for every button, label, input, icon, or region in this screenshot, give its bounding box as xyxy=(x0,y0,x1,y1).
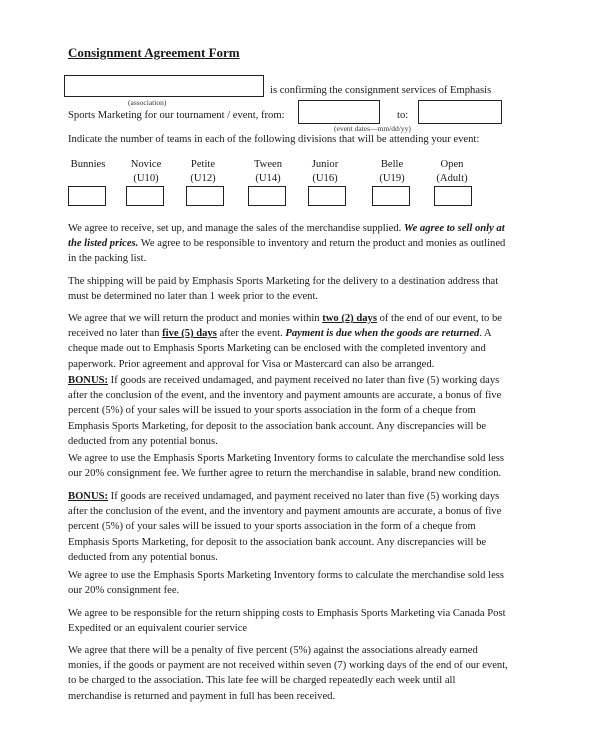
belle-count-field[interactable] xyxy=(372,186,410,206)
text-run: after the event. xyxy=(216,328,286,340)
text-run: If goods are received undamaged, and payment received no later than five (5) working days xyxy=(108,375,500,386)
emphasis-text: We agree to sell only at xyxy=(403,223,505,234)
division-name: Tween xyxy=(253,159,283,170)
emphasis-text: the listed prices. xyxy=(68,238,139,250)
penalty-paragraph xyxy=(68,643,538,704)
text-line: We agree that there will be a penalty of five percent (5%) against the associations already earned xyxy=(68,645,478,656)
text-run: . A xyxy=(479,328,492,340)
junior-count-field[interactable] xyxy=(308,186,346,206)
bonus-paragraph xyxy=(68,373,538,449)
division-label xyxy=(120,158,172,186)
text-line: after the conclusion of the event, and the inventory and payment amounts are accurate, a bonus of five xyxy=(68,506,502,518)
divisions-instruction: Indicate the number of teams in each of the following divisions that will be attending your event: xyxy=(68,134,480,145)
text-line: percent (5%) of your sales will be issued to your sports association in the form of a cheque from xyxy=(68,521,476,533)
division-name: Petite xyxy=(190,159,216,170)
underlined-text: five (5) days xyxy=(162,328,217,340)
bunnies-count-field[interactable] xyxy=(68,186,106,206)
text-line: our 20% consignment fee. xyxy=(68,585,180,597)
division-label xyxy=(242,158,294,186)
text-run: We agree to be responsible to inventory and return the product and monies as outlined xyxy=(138,238,506,250)
bonus-label: BONUS: xyxy=(68,375,109,386)
division-name: Novice xyxy=(130,159,162,170)
text-line: We agree to be responsible for the return shipping costs to Emphasis Sports Marketing via Canada Post xyxy=(68,608,506,619)
tween-count-field[interactable] xyxy=(248,186,286,206)
text-line: to be charged to the association. This late fee will be charged repeatedly each week until all xyxy=(68,675,456,687)
text-line: monies, if the goods or payment are not received within seven (7) working days of the end of our event, xyxy=(68,660,508,672)
division-name: Junior xyxy=(311,159,339,170)
text-line: our 20% consignment fee. We further agree to return the merchandise in salable, brand new condition. xyxy=(68,468,502,480)
text-line: The shipping will be paid by Emphasis Sports Marketing for the delivery to a destination address that xyxy=(68,276,499,287)
form-title: Consignment Agreement Form xyxy=(68,45,240,60)
inventory-paragraph xyxy=(68,451,538,481)
text-line: deducted from any potential bonus. xyxy=(68,551,218,563)
bonus-paragraph-repeat xyxy=(68,489,538,565)
sales-agreement-paragraph xyxy=(68,221,538,267)
division-code: (U16) xyxy=(312,173,338,184)
event-start-date-field[interactable] xyxy=(298,100,380,124)
shipping-paragraph xyxy=(68,274,538,304)
dates-caption: (event dates—mm/dd/yy) xyxy=(334,124,411,133)
text-run: received no later than xyxy=(68,328,163,340)
division-code: (U19) xyxy=(379,173,405,184)
division-name: Open xyxy=(440,159,464,170)
division-code: (U10) xyxy=(133,173,159,184)
division-name: Bunnies xyxy=(70,159,106,170)
novice-count-field[interactable] xyxy=(126,186,164,206)
return-paragraph xyxy=(68,311,538,372)
open-count-field[interactable] xyxy=(434,186,472,206)
return-shipping-paragraph xyxy=(68,606,538,636)
underlined-text: two (2) days xyxy=(322,313,377,324)
text-line: merchandise is returned and payment in full has been received. xyxy=(68,690,336,702)
text-line: paperwork. Prior agreement and approval for Visa or Mastercard can also be arranged. xyxy=(68,358,435,370)
text-run: We agree to receive, set up, and manage the sales of the merchandise supplied. xyxy=(68,223,404,234)
text-line: Emphasis Sports Marketing, for deposit to the association bank account. Any discrepancies will be xyxy=(68,536,487,548)
text-line: Emphasis Sports Marketing, for deposit to the association bank account. Any discrepancies will be xyxy=(68,420,487,432)
division-code: (U12) xyxy=(190,173,216,184)
association-caption: (association) xyxy=(128,98,167,107)
text-line: in the packing list. xyxy=(68,253,147,265)
association-field[interactable] xyxy=(64,75,264,97)
event-from-text: Sports Marketing for our tournament / event, from: xyxy=(68,110,285,121)
text-line: We agree to use the Emphasis Sports Marketing Inventory forms to calculate the merchandise sold less xyxy=(68,570,505,581)
text-line: We agree to use the Emphasis Sports Marketing Inventory forms to calculate the merchandise sold less xyxy=(68,453,505,464)
to-label: to: xyxy=(397,110,409,121)
event-end-date-field[interactable] xyxy=(418,100,502,124)
division-label xyxy=(177,158,229,186)
text-line: percent (5%) of your sales will be issued to your sports association in the form of a cheque from xyxy=(68,405,476,417)
division-label xyxy=(426,158,478,186)
text-line: deducted from any potential bonus. xyxy=(68,435,218,447)
division-name: Belle xyxy=(380,159,404,170)
bonus-label: BONUS: xyxy=(68,491,109,502)
division-label xyxy=(366,158,418,186)
division-code: (U14) xyxy=(255,173,281,184)
text-line: after the conclusion of the event, and the inventory and payment amounts are accurate, a bonus of five xyxy=(68,390,502,402)
text-run: of the end of our event, to be xyxy=(376,313,502,324)
text-line: must be determined no later than 1 week prior to the event. xyxy=(68,291,319,303)
text-line: cheque made out to Emphasis Sports Marketing can be enclosed with the completed inventory and xyxy=(68,343,486,355)
text-run: We agree that we will return the product and monies within xyxy=(68,313,323,324)
text-run: If goods are received undamaged, and payment received no later than five (5) working days xyxy=(108,491,500,502)
inventory-fee-paragraph xyxy=(68,568,538,598)
confirming-text: is confirming the consignment services of Emphasis xyxy=(270,85,492,96)
text-line: Expedited or an equivalent courier service xyxy=(68,623,248,635)
petite-count-field[interactable] xyxy=(186,186,224,206)
emphasis-text: Payment is due when the goods are returned xyxy=(285,328,480,340)
division-code: (Adult) xyxy=(436,173,468,184)
division-label xyxy=(299,158,351,186)
division-label xyxy=(62,158,114,172)
